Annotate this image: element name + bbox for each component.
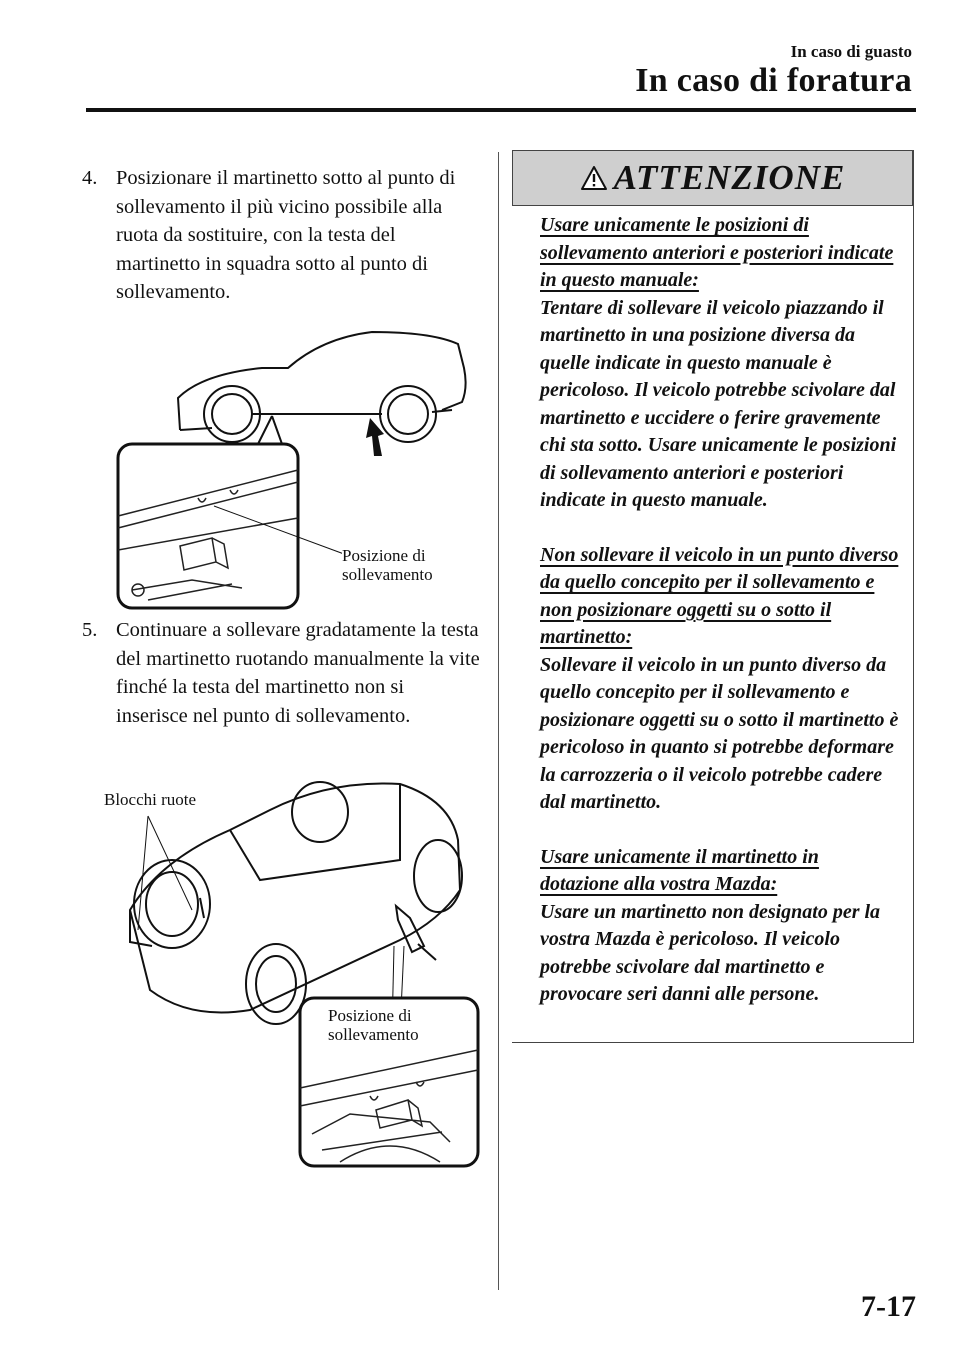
- lifting-point-label: [342, 546, 433, 584]
- page-number: 7-17: [861, 1290, 916, 1323]
- step-number: 5.: [82, 619, 98, 641]
- warning-text: Sollevare il veicolo in un punto diverso da quello concepito per il sollevamento e posizionare oggetti su o sotto il martinetto è pericoloso in quanto si potrebbe deformare la carrozzeria o il veicolo potrebbe cadere dal martinetto.: [540, 653, 899, 813]
- step-5: [82, 616, 480, 730]
- step-text: Continuare a sollevare gradatamente la testa del martinetto ruotando manualmente la vite finché la testa del martinetto non si inserisce nel punto di sollevamento.: [116, 619, 480, 727]
- lifting-point-label: [328, 1006, 419, 1044]
- warning-heading: Usare unicamente le posizioni di sollevamento anteriori e posteriori indicate in questo manuale:: [540, 214, 894, 291]
- label-line: sollevamento: [328, 1025, 419, 1044]
- warning-block: [540, 212, 901, 515]
- warning-text: Tentare di sollevare il veicolo piazzando il martinetto in una posizione diversa da quelle indicate in questo manuale è pericoloso. Il veicolo potrebbe scivolare dal martinetto e uccidere o ferire gravemente chi sta sotto. Usare unicamente le posizioni di sollevamento anteriori e posteriori indicate in questo manuale.: [540, 296, 897, 511]
- warning-triangle-icon: [580, 165, 608, 191]
- column-divider: [498, 152, 499, 1290]
- step-number: 4.: [82, 167, 98, 189]
- page-title: In caso di foratura: [635, 62, 912, 99]
- jack-point-figure: [112, 318, 480, 610]
- label-line: Posizione di: [328, 1006, 412, 1025]
- header-section: In caso di guasto: [790, 42, 912, 61]
- warning-block: [540, 542, 901, 817]
- warning-header: [512, 150, 913, 206]
- warning-heading: Usare unicamente il martinetto in dotazione alla vostra Mazda:: [540, 845, 819, 895]
- header-rule: [86, 108, 916, 112]
- warning-body: [512, 206, 913, 1009]
- warning-text: Usare un martinetto non designato per la vostra Mazda è pericoloso. Il veicolo potrebbe scivolare dal martinetto e provocare seri danni alle persone.: [540, 900, 881, 1005]
- warning-heading: Non sollevare il veicolo in un punto diverso da quello concepito per il sollevamento e non posizionare oggetti su o sotto il martinetto:: [540, 543, 899, 648]
- warning-block: [540, 844, 901, 1009]
- wheel-blocks-label: Blocchi ruote: [104, 790, 197, 809]
- step-text: Posizionare il martinetto sotto al punto di sollevamento il più vicino possibile alla ruota da sostituire, con la testa del martinetto in squadra sotto al punto di sollevamento.: [116, 167, 456, 303]
- warning-title: ATTENZIONE: [613, 158, 846, 197]
- warning-box: [512, 150, 914, 1043]
- jack-insertion-figure: [100, 770, 480, 1170]
- label-line: Posizione di: [342, 546, 426, 565]
- car-perspective-illustration: [100, 770, 480, 1170]
- step-4: [82, 164, 480, 307]
- label-line: sollevamento: [342, 565, 433, 584]
